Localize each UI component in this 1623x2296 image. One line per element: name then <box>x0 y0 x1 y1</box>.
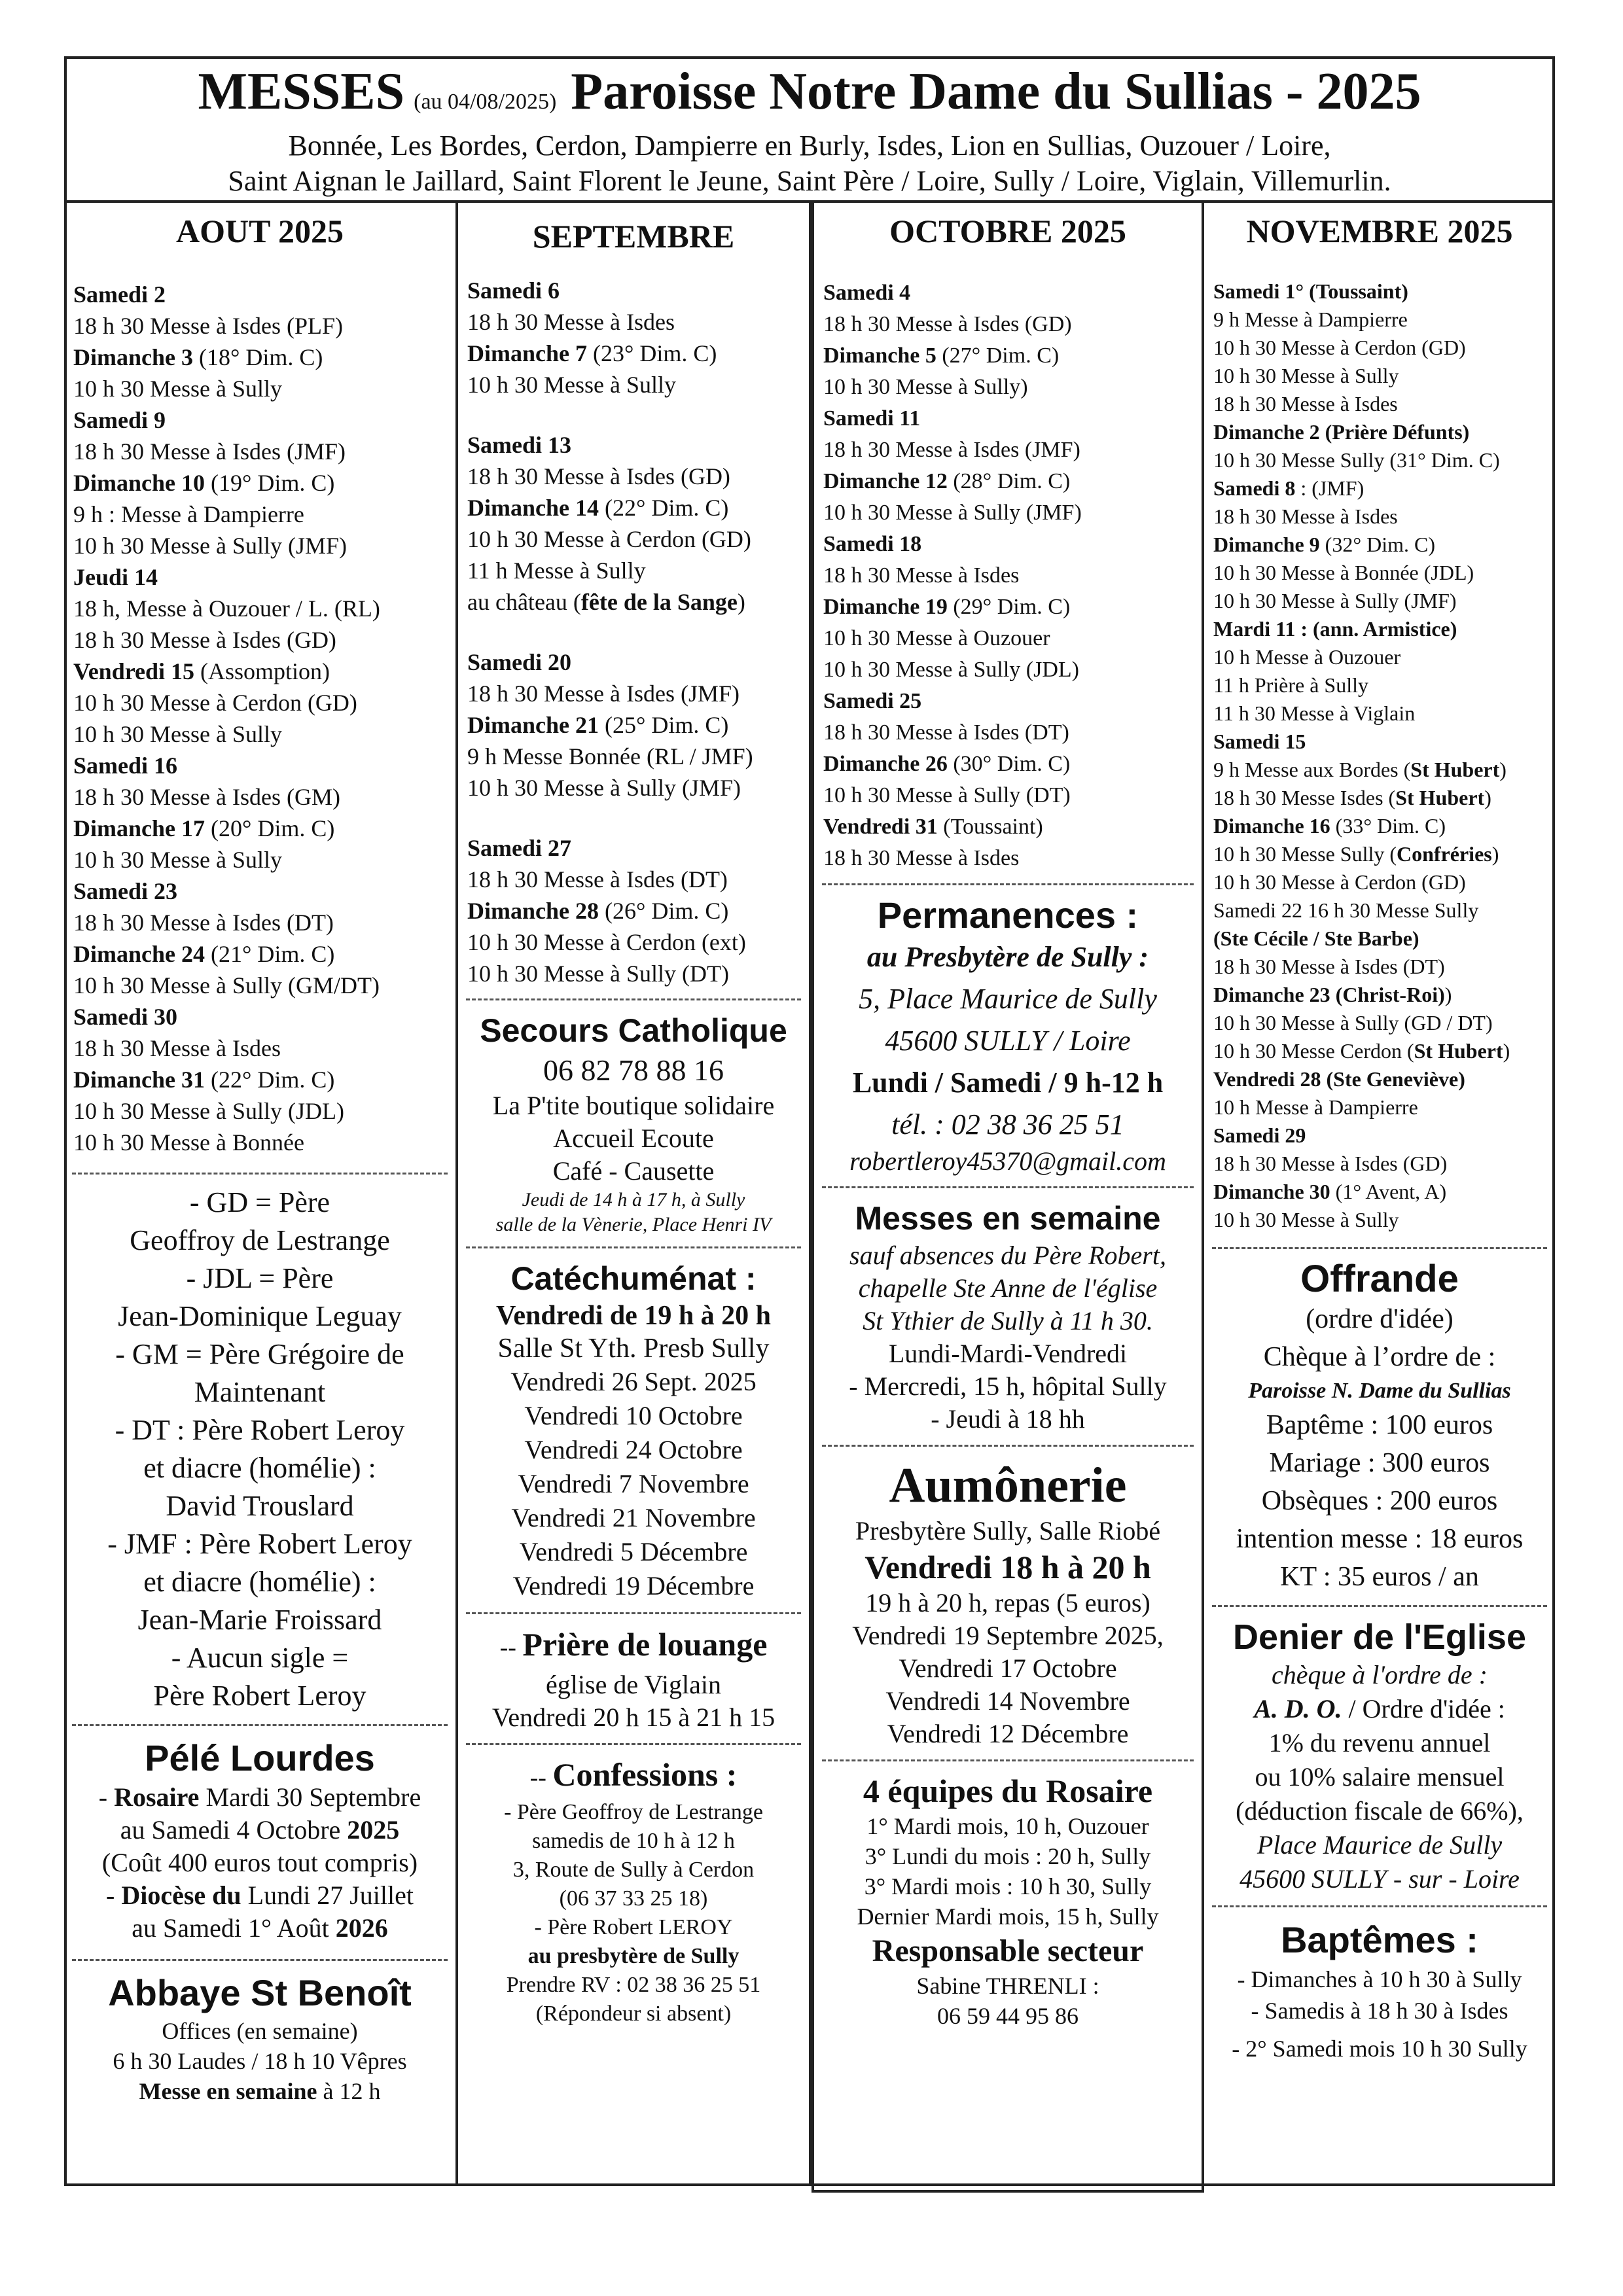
schedule-entry: 18 h 30 Messe à Isdes (GM) <box>73 784 340 810</box>
offrande-line-8: KT : 35 euros / an <box>1280 1562 1479 1592</box>
schedule-day: Samedi 23 <box>73 878 178 904</box>
louange-line-2: Vendredi 20 h 15 à 21 h 15 <box>491 1703 776 1732</box>
schedule-entry: 18 h 30 Messe à Isdes (JMF) <box>73 438 346 465</box>
schedule-day: Dimanche 21 (25° Dim. C) <box>467 712 729 738</box>
schedule-entry: 9 h Messe Bonnée (RL / JMF) <box>467 743 753 769</box>
separator <box>466 1743 801 1745</box>
louange-title-line: -- Prière de louange <box>499 1626 768 1663</box>
secours-line-3: Café - Causette <box>552 1156 715 1186</box>
schedule-gap <box>467 804 809 832</box>
rosaire-line-2: 3° Lundi du mois : 20 h, Sully <box>865 1843 1151 1869</box>
schedule-entry: 10 h 30 Messe à Sully <box>1213 1208 1399 1231</box>
lourdes-line-2: au Samedi 4 Octobre 2025 <box>120 1815 400 1845</box>
schedule-entry: 9 h : Messe à Dampierre <box>73 501 304 527</box>
denier-line-6: Place Maurice de Sully <box>1257 1830 1503 1860</box>
confessions-line-5: - Père Robert LEROY <box>534 1915 733 1939</box>
list-line: Vendredi 7 Novembre <box>518 1469 749 1498</box>
abbaye-line-3: Messe en semaine à 12 h <box>139 2078 381 2104</box>
column-aout <box>64 203 458 2186</box>
separator <box>72 1173 448 1174</box>
schedule-septembre <box>458 275 809 989</box>
schedule-day: Samedi 29 <box>1213 1123 1306 1147</box>
denier-line-4: ou 10% salaire mensuel <box>1255 1762 1505 1792</box>
confessions-line-2: samedis de 10 h à 12 h <box>532 1829 735 1853</box>
schedule-day: Dimanche 30 (1° Avent, A) <box>1213 1180 1447 1203</box>
schedule-entry: 18 h 30 Messe à Isdes (PLF) <box>73 313 343 339</box>
schedule-entry: 10 h 30 Messe à Sully <box>73 721 282 747</box>
schedule-octobre <box>814 277 1202 874</box>
offrande-line-3: Paroisse N. Dame du Sullias <box>1248 1379 1511 1403</box>
schedule-gap <box>467 618 809 646</box>
schedule-entry: 10 h 30 Messe à Sully <box>1213 364 1399 387</box>
list-line: Vendredi 10 Octobre <box>524 1401 743 1430</box>
schedule-day: (Ste Cécile / Ste Barbe) <box>1213 927 1419 950</box>
list-line: Vendredi 26 Sept. 2025 <box>510 1367 757 1396</box>
schedule-day: Vendredi 28 (Ste Geneviève) <box>1213 1067 1465 1091</box>
denier-line-5: (déduction fiscale de 66%), <box>1236 1796 1524 1826</box>
denier-line-2: A. D. O. / Ordre d'idée : <box>1254 1694 1505 1723</box>
schedule-day: Samedi 18 <box>823 532 922 556</box>
semaine-title: Messes en semaine <box>855 1200 1161 1237</box>
schedule-entry: 18 h 30 Messe à Isdes (DT) <box>467 866 728 892</box>
baptemes-line-1: - Dimanches à 10 h 30 à Sully <box>1237 1966 1522 1992</box>
legend-line: Jean-Dominique Leguay <box>118 1300 402 1332</box>
schedule-day: Samedi 27 <box>467 835 572 861</box>
schedule-day: Dimanche 19 (29° Dim. C) <box>823 595 1071 619</box>
semaine-line-4: Lundi-Mardi-Vendredi <box>888 1339 1128 1368</box>
schedule-entry: 10 h 30 Messe Cerdon (St Hubert) <box>1213 1039 1510 1063</box>
confessions-line-7: Prendre RV : 02 38 36 25 51 <box>506 1973 761 1997</box>
offrande-line-4: Baptême : 100 euros <box>1266 1410 1493 1440</box>
schedule-novembre <box>1204 277 1555 1234</box>
schedule-entry: 10 h Messe à Dampierre <box>1213 1095 1418 1119</box>
secours-box <box>458 1010 809 1237</box>
schedule-entry: 10 h Messe à Ouzouer <box>1213 645 1401 669</box>
legend-line: - GD = Père <box>189 1186 330 1218</box>
abbaye-box <box>64 1970 455 2106</box>
schedule-day: Dimanche 26 (30° Dim. C) <box>823 752 1071 776</box>
month-title-septembre: SEPTEMBRE <box>532 218 735 255</box>
rosaire-line-1: 1° Mardi mois, 10 h, Ouzouer <box>866 1813 1149 1839</box>
schedule-entry: 18 h 30 Messe à Isdes <box>1213 392 1398 415</box>
separator <box>1212 1905 1547 1907</box>
schedule-day: Samedi 6 <box>467 277 560 304</box>
schedule-entry: 10 h 30 Messe à Bonnée (JDL) <box>1213 561 1474 584</box>
separator <box>466 1246 801 1248</box>
separator <box>822 1759 1194 1761</box>
schedule-entry: 18 h 30 Messe à Isdes <box>1213 504 1398 528</box>
catechumenat-place: Salle St Yth. Presb Sully <box>497 1333 770 1364</box>
rosaire-line-6: Sabine THRENLI : <box>916 1973 1099 1999</box>
schedule-day: Dimanche 9 (32° Dim. C) <box>1213 533 1435 556</box>
aumonerie-line-1: Presbytère Sully, Salle Riobé <box>855 1516 1161 1545</box>
schedule-entry: 10 h 30 Messe à Sully) <box>823 375 1028 399</box>
schedule-entry: 18 h 30 Messe Isdes (St Hubert) <box>1213 786 1491 809</box>
denier-line-3: 1% du revenu annuel <box>1268 1728 1491 1757</box>
schedule-gap <box>467 400 809 429</box>
legend-line: Jean-Marie Froissard <box>137 1604 382 1636</box>
schedule-entry: 18 h 30 Messe à Isdes <box>823 846 1020 870</box>
schedule-day: Dimanche 17 (20° Dim. C) <box>73 815 335 841</box>
schedule-day: Samedi 8 : (JMF) <box>1213 476 1364 500</box>
aumonerie-line-6: Vendredi 14 Novembre <box>885 1686 1130 1716</box>
separator <box>822 1186 1194 1188</box>
schedule-entry: 18 h 30 Messe à Isdes (DT) <box>823 720 1069 745</box>
confessions-line-3: 3, Route de Sully à Cerdon <box>512 1858 755 1882</box>
column-novembre <box>1204 203 1555 2186</box>
denier-line-1: chèque à l'ordre de : <box>1272 1660 1488 1689</box>
secours-phone: 06 82 78 88 16 <box>543 1053 724 1087</box>
schedule-entry: 10 h 30 Messe à Sully (JDL) <box>823 658 1079 682</box>
secours-line-1: La P'tite boutique solidaire <box>492 1091 775 1120</box>
legend-line: - JMF : Père Robert Leroy <box>107 1528 412 1560</box>
schedule-day: Mardi 11 : (ann. Armistice) <box>1213 617 1457 641</box>
schedule-entry: 10 h 30 Messe à Sully (GM/DT) <box>73 972 380 998</box>
baptemes-line-3: - 2° Samedi mois 10 h 30 Sully <box>1232 2036 1527 2062</box>
schedule-day: Samedi 1° (Toussaint) <box>1213 279 1408 303</box>
update-date: (au 04/08/2025) <box>414 90 557 114</box>
separator <box>466 1612 801 1614</box>
schedule-day: Samedi 13 <box>467 432 572 458</box>
schedule-entry: 10 h 30 Messe à Cerdon (GD) <box>1213 870 1466 894</box>
schedule-day: Vendredi 15 (Assomption) <box>73 658 330 684</box>
schedule-day: Dimanche 7 (23° Dim. C) <box>467 340 717 366</box>
rosaire-title: 4 équipes du Rosaire <box>863 1773 1153 1809</box>
lourdes-box <box>64 1735 455 1945</box>
separator <box>466 998 801 1000</box>
schedule-entry: Samedi 22 16 h 30 Messe Sully <box>1213 898 1479 922</box>
separator <box>822 883 1194 885</box>
schedule-entry: 18 h 30 Messe à Isdes (DT) <box>1213 955 1445 978</box>
offrande-line-7: intention messe : 18 euros <box>1236 1524 1524 1554</box>
list-line: Vendredi 21 Novembre <box>511 1503 756 1532</box>
schedule-entry: 18 h 30 Messe à Isdes <box>467 309 675 335</box>
schedule-day: Samedi 25 <box>823 689 922 713</box>
secours-line-2: Accueil Ecoute <box>553 1123 714 1153</box>
month-title-aout: AOUT 2025 <box>175 213 344 249</box>
schedule-day: Dimanche 14 (22° Dim. C) <box>467 495 729 521</box>
denier-box <box>1204 1616 1555 1896</box>
schedule-day: Dimanche 10 (19° Dim. C) <box>73 470 335 496</box>
permanences-line-3: 45600 SULLY / Loire <box>885 1025 1131 1057</box>
schedule-day: Samedi 4 <box>823 281 911 305</box>
schedule-entry: 11 h Messe à Sully <box>467 557 646 584</box>
schedule-day: Samedi 15 <box>1213 730 1306 753</box>
schedule-entry: 10 h 30 Messe à Sully (JMF) <box>1213 589 1457 612</box>
lourdes-line-1: - Rosaire Mardi 30 Septembre <box>98 1782 421 1812</box>
schedule-day: Samedi 30 <box>73 1004 178 1030</box>
header <box>64 56 1555 203</box>
rosaire-line-5: Responsable secteur <box>872 1934 1144 1968</box>
legend-line: - Aucun sigle = <box>171 1642 349 1674</box>
schedule-entry: 18 h 30 Messe à Isdes <box>73 1035 281 1061</box>
schedule-entry: 10 h 30 Messe à Sully (JMF) <box>467 775 741 801</box>
schedule-day: Dimanche 2 (Prière Défunts) <box>1213 420 1470 444</box>
month-title-novembre: NOVEMBRE 2025 <box>1246 213 1513 249</box>
semaine-line-6: - Jeudi à 18 hh <box>931 1404 1085 1434</box>
column-octobre <box>812 200 1204 2193</box>
lourdes-line-4: - Diocèse du Lundi 27 Juillet <box>106 1881 414 1910</box>
schedule-entry: 10 h 30 Messe Sully (31° Dim. C) <box>1213 448 1500 472</box>
schedule-entry: 10 h 30 Messe à Sully (JMF) <box>73 533 348 559</box>
schedule-entry: 18 h 30 Messe à Isdes (GD) <box>823 312 1072 336</box>
lourdes-title: Pélé Lourdes <box>145 1737 375 1778</box>
aumonerie-line-7: Vendredi 12 Décembre <box>887 1719 1129 1748</box>
permanences-title: Permanences : <box>877 894 1139 936</box>
schedule-entry: 9 h Messe à Dampierre <box>1213 308 1408 331</box>
separator <box>72 1959 448 1961</box>
baptemes-title: Baptêmes : <box>1281 1919 1478 1960</box>
aumonerie-box <box>814 1456 1202 1750</box>
catechumenat-time: Vendredi de 19 h à 20 h <box>495 1301 772 1331</box>
schedule-entry: 10 h 30 Messe à Sully (DT) <box>467 961 729 987</box>
schedule-entry: 18 h 30 Messe à Isdes (DT) <box>73 910 334 936</box>
confessions-box <box>458 1754 809 2028</box>
villages-line-2: Saint Aignan le Jaillard, Saint Florent le Jeune, Saint Père / Loire, Sully / Loire, Viglain, Villemurlin. <box>228 165 1391 197</box>
offrande-title: Offrande <box>1300 1258 1459 1300</box>
schedule-entry: 10 h 30 Messe à Sully <box>73 376 282 402</box>
schedule-day: Samedi 16 <box>73 752 178 779</box>
column-septembre <box>458 203 812 2186</box>
aumonerie-line-4: Vendredi 19 Septembre 2025, <box>852 1621 1164 1650</box>
confessions-title-line: -- Confessions : <box>529 1756 738 1793</box>
month-title-octobre: OCTOBRE 2025 <box>889 213 1126 249</box>
schedule-entry: 18 h 30 Messe à Isdes <box>823 563 1020 588</box>
catechumenat-box <box>458 1258 809 1603</box>
villages-line-1: Bonnée, Les Bordes, Cerdon, Dampierre en Burly, Isdes, Lion en Sullias, Ouzouer / Loire, <box>288 130 1331 162</box>
legend-line: David Trouslard <box>166 1490 354 1522</box>
schedule-entry: au château (fête de la Sange) <box>467 589 745 615</box>
permanences-box <box>814 894 1202 1177</box>
schedule-entry: 18 h 30 Messe à Isdes (JMF) <box>823 438 1080 462</box>
separator <box>1212 1247 1547 1249</box>
schedule-entry: 10 h 30 Messe à Sully (JMF) <box>823 501 1082 525</box>
offrande-line-6: Obsèques : 200 euros <box>1261 1486 1498 1516</box>
secours-title: Secours Catholique <box>480 1012 787 1049</box>
baptemes-box <box>1204 1916 1555 2064</box>
louange-box <box>458 1623 809 1734</box>
schedule-entry: 10 h 30 Messe à Cerdon (GD) <box>73 690 357 716</box>
permanences-line-1: au Presbytère de Sully : <box>866 941 1149 973</box>
legend-line: Père Robert Leroy <box>153 1680 366 1712</box>
schedule-entry: 18 h 30 Messe à Isdes (GD) <box>1213 1152 1448 1175</box>
schedule-day: Jeudi 14 <box>73 564 158 590</box>
offrande-box <box>1204 1258 1555 1596</box>
schedule-day: Dimanche 16 (33° Dim. C) <box>1213 814 1446 838</box>
aumonerie-line-5: Vendredi 17 Octobre <box>899 1653 1117 1683</box>
aumonerie-line-3: 19 h à 20 h, repas (5 euros) <box>865 1588 1150 1617</box>
schedule-day: Vendredi 31 (Toussaint) <box>823 815 1043 839</box>
lourdes-line-5: au Samedi 1° Août 2026 <box>132 1913 388 1943</box>
schedule-day: Dimanche 28 (26° Dim. C) <box>467 898 729 924</box>
abbaye-line-1: Offices (en semaine) <box>162 2018 358 2044</box>
schedule-day: Samedi 2 <box>73 281 166 308</box>
legend-line: - GM = Père Grégoire de <box>115 1338 404 1370</box>
schedule-entry: 18 h 30 Messe à Isdes (GD) <box>73 627 336 653</box>
schedule-day: Samedi 11 <box>823 406 921 431</box>
louange-line-1: église de Viglain <box>546 1670 721 1699</box>
schedule-entry: 10 h 30 Messe à Cerdon (ext) <box>467 929 746 955</box>
catechumenat-title: Catéchuménat : <box>510 1260 757 1297</box>
schedule-entry: 11 h 30 Messe à Viglain <box>1213 701 1416 725</box>
list-line: Vendredi 19 Décembre <box>512 1571 755 1600</box>
offrande-line-1: (ordre d'idée) <box>1306 1304 1454 1334</box>
list-line: Vendredi 24 Octobre <box>524 1435 743 1464</box>
schedule-entry: 10 h 30 Messe à Ouzouer <box>823 626 1050 650</box>
secours-line-4: Jeudi de 14 h à 17 h, à Sully <box>522 1189 745 1210</box>
schedule-entry: 11 h Prière à Sully <box>1213 673 1368 697</box>
schedule-entry: 10 h 30 Messe à Bonnée <box>73 1129 304 1156</box>
confessions-line-6: au presbytère de Sully <box>527 1944 740 1968</box>
abbaye-title: Abbaye St Benoît <box>108 1972 412 2013</box>
separator <box>822 1445 1194 1447</box>
schedule-entry: 10 h 30 Messe à Sully <box>467 372 676 398</box>
schedule-entry: 10 h 30 Messe à Sully (DT) <box>823 783 1071 807</box>
permanences-line-2: 5, Place Maurice de Sully <box>859 983 1157 1015</box>
parish-title: Paroisse Notre Dame du Sullias - 2025 <box>571 63 1421 120</box>
permanences-hours: Lundi / Samedi / 9 h-12 h <box>852 1067 1164 1099</box>
schedule-day: Dimanche 3 (18° Dim. C) <box>73 344 323 370</box>
confessions-line-8: (Répondeur si absent) <box>535 2002 732 2026</box>
schedule-entry: 10 h 30 Messe à Cerdon (GD) <box>467 526 751 552</box>
offrande-line-2: Chèque à l’ordre de : <box>1263 1342 1496 1372</box>
schedule-day: Samedi 9 <box>73 407 166 433</box>
celebrant-legend <box>64 1184 455 1715</box>
schedule-entry: 18 h 30 Messe à Isdes (JMF) <box>467 680 740 707</box>
schedule-entry: 10 h 30 Messe Sully (Confréries) <box>1213 842 1499 866</box>
schedule-day: Dimanche 31 (22° Dim. C) <box>73 1067 335 1093</box>
legend-line: Geoffroy de Lestrange <box>130 1224 390 1256</box>
schedule-entry: 18 h 30 Messe à Isdes (GD) <box>467 463 730 489</box>
baptemes-line-2: - Samedis à 18 h 30 à Isdes <box>1251 1998 1508 2024</box>
aumonerie-line-2: Vendredi 18 h à 20 h <box>865 1549 1151 1585</box>
catechumenat-dates <box>458 1365 809 1603</box>
permanences-email: robertleroy45370@gmail.com <box>849 1146 1166 1176</box>
list-line: Vendredi 5 Décembre <box>519 1537 748 1566</box>
rosaire-box <box>814 1771 1202 2031</box>
legend-line: Maintenant <box>194 1376 326 1408</box>
offrande-line-5: Mariage : 300 euros <box>1269 1448 1490 1478</box>
confessions-line-1: - Père Geoffroy de Lestrange <box>504 1800 763 1824</box>
rosaire-line-4: Dernier Mardi mois, 15 h, Sully <box>857 1903 1159 1930</box>
schedule-entry: 10 h 30 Messe à Sully (GD / DT) <box>1213 1011 1493 1034</box>
legend-line: - JDL = Père <box>186 1262 334 1294</box>
title-messes: MESSES <box>198 63 405 120</box>
semaine-line-5: - Mercredi, 15 h, hôpital Sully <box>849 1371 1167 1401</box>
rosaire-line-7: 06 59 44 95 86 <box>937 2003 1079 2029</box>
rosaire-line-3: 3° Mardi mois : 10 h 30, Sully <box>864 1873 1152 1899</box>
semaine-line-3: St Ythier de Sully à 11 h 30. <box>863 1306 1153 1335</box>
lourdes-line-3: (Coût 400 euros tout compris) <box>101 1848 418 1877</box>
denier-title: Denier de l'Eglise <box>1232 1617 1526 1657</box>
separator <box>72 1724 448 1726</box>
semaine-line-1: sauf absences du Père Robert, <box>849 1241 1166 1270</box>
title-line <box>64 65 1555 118</box>
secours-line-5: salle de la Vènerie, Place Henri IV <box>495 1214 772 1235</box>
schedule-day: Dimanche 23 (Christ-Roi)) <box>1213 983 1452 1006</box>
schedule-entry: 18 h, Messe à Ouzouer / L. (RL) <box>73 595 380 622</box>
schedule-entry: 10 h 30 Messe à Cerdon (GD) <box>1213 336 1466 359</box>
denier-line-7: 45600 SULLY - sur - Loire <box>1240 1864 1520 1894</box>
schedule-day: Samedi 20 <box>467 649 572 675</box>
legend-line: et diacre (homélie) : <box>143 1452 376 1484</box>
schedule-entry: 9 h Messe aux Bordes (St Hubert) <box>1213 758 1507 781</box>
aumonerie-title: Aumônerie <box>889 1458 1127 1513</box>
confessions-line-4: (06 37 33 25 18) <box>559 1886 708 1911</box>
schedule-aout <box>64 279 455 1158</box>
legend-line: et diacre (homélie) : <box>143 1566 376 1598</box>
permanences-phone: tél. : 02 38 36 25 51 <box>891 1108 1124 1140</box>
legend-line: - DT : Père Robert Leroy <box>115 1414 405 1446</box>
separator <box>1212 1605 1547 1607</box>
abbaye-line-2: 6 h 30 Laudes / 18 h 10 Vêpres <box>113 2048 407 2074</box>
semaine-box <box>814 1197 1202 1436</box>
schedule-entry: 10 h 30 Messe à Sully (JDL) <box>73 1098 344 1124</box>
schedule-day: Dimanche 24 (21° Dim. C) <box>73 941 335 967</box>
semaine-line-2: chapelle Ste Anne de l'église <box>858 1273 1158 1303</box>
schedule-entry: 10 h 30 Messe à Sully <box>73 847 282 873</box>
schedule-day: Dimanche 5 (27° Dim. C) <box>823 344 1060 368</box>
schedule-day: Dimanche 12 (28° Dim. C) <box>823 469 1071 493</box>
